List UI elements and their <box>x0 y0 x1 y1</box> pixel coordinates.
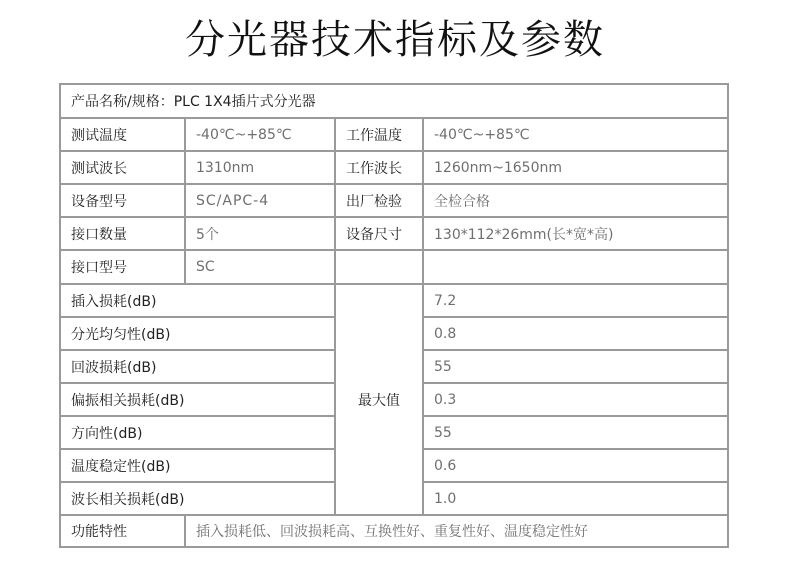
spec-value: SC/APC-4 <box>185 184 335 217</box>
spec-value: SC <box>185 250 335 284</box>
spec-value: 1310nm <box>185 151 335 184</box>
page-title: 分光器技术指标及参数 <box>185 17 605 63</box>
table-row <box>60 250 728 284</box>
spec-label: 工作波长 <box>335 151 423 184</box>
spec-label: 工作温度 <box>335 118 423 151</box>
metric-value: 1.0 <box>423 482 728 515</box>
spec-value: 5个 <box>185 217 335 250</box>
metric-value: 0.3 <box>423 383 728 416</box>
metric-label: 波长相关损耗(dB) <box>60 482 335 515</box>
table-row <box>60 284 728 317</box>
spec-label: 测试波长 <box>60 151 185 184</box>
spec-value: 130*112*26mm(长*宽*高) <box>423 217 728 250</box>
product-name-cell: 产品名称/规格：PLC 1X4插片式分光器 <box>60 84 728 118</box>
table-row <box>60 184 728 217</box>
metric-label: 回波损耗(dB) <box>60 350 335 383</box>
spec-label: 接口数量 <box>60 217 185 250</box>
metric-value: 7.2 <box>423 284 728 317</box>
spec-label: 设备型号 <box>60 184 185 217</box>
metric-value: 0.8 <box>423 317 728 350</box>
spec-value: -40℃~+85℃ <box>185 118 335 151</box>
spec-value: 1260nm~1650nm <box>423 151 728 184</box>
metric-label: 插入损耗(dB) <box>60 284 335 317</box>
metric-label: 方向性(dB) <box>60 416 335 449</box>
table-row <box>60 118 728 151</box>
spec-value <box>423 250 728 284</box>
metric-value: 55 <box>423 416 728 449</box>
spec-label: 设备尺寸 <box>335 217 423 250</box>
spec-value: 全检合格 <box>423 184 728 217</box>
spec-label: 接口型号 <box>60 250 185 284</box>
table-row <box>60 151 728 184</box>
features-value: 插入损耗低、回波损耗高、互换性好、重复性好、温度稳定性好 <box>185 515 728 547</box>
features-label: 功能特性 <box>60 515 185 547</box>
product-row <box>60 84 728 118</box>
metric-value: 0.6 <box>423 449 728 482</box>
spec-label: 出厂检验 <box>335 184 423 217</box>
metric-label: 温度稳定性(dB) <box>60 449 335 482</box>
metric-label: 分光均匀性(dB) <box>60 317 335 350</box>
metric-value: 55 <box>423 350 728 383</box>
table-row <box>60 217 728 250</box>
spec-value: -40℃~+85℃ <box>423 118 728 151</box>
metric-label: 偏振相关损耗(dB) <box>60 383 335 416</box>
features-row <box>60 515 728 547</box>
spec-label: 测试温度 <box>60 118 185 151</box>
spec-table <box>59 83 729 548</box>
spec-label <box>335 250 423 284</box>
max-value-label: 最大值 <box>335 284 423 515</box>
